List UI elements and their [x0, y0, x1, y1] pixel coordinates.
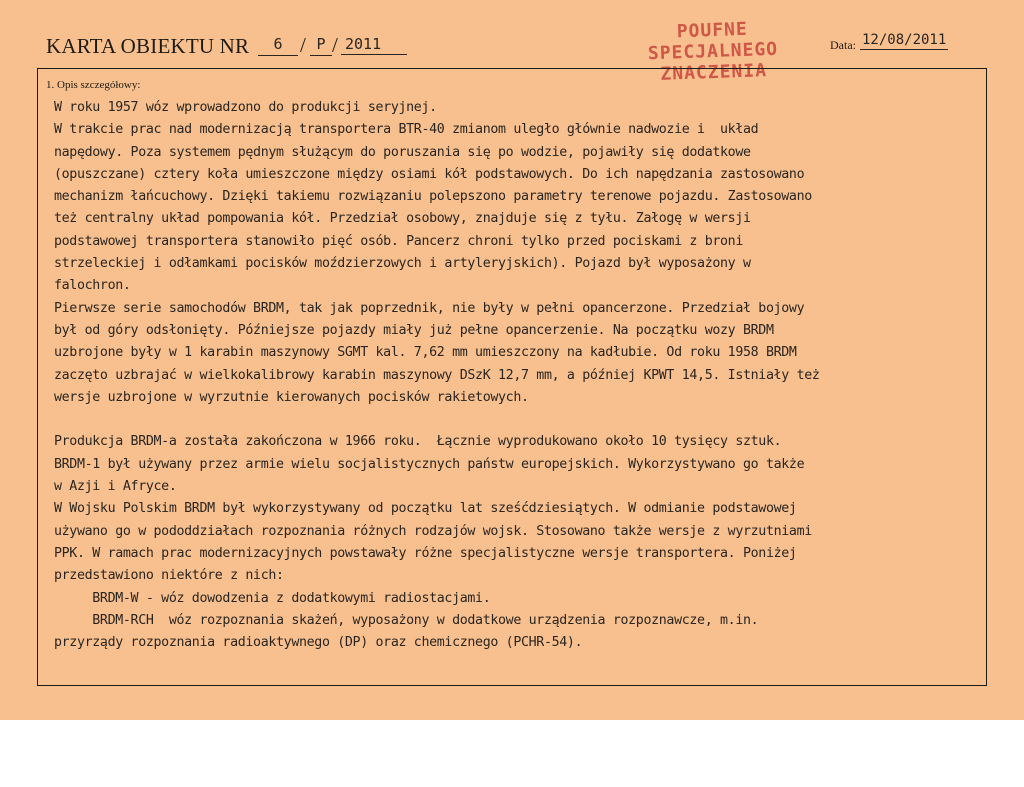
text-line: napędowy. Poza systemem pędnym służącym do poruszania się po wodzie, pojawiły się dodatkowe	[54, 144, 751, 160]
card-title: KARTA OBIEKTU NR	[46, 34, 250, 58]
stamp-line-3: ZNACZENIA	[660, 60, 768, 85]
text-line: falochron.	[54, 278, 131, 294]
text-line: przyrządy rozpoznania radioaktywnego (DP) oraz chemicznego (PCHR-54).	[54, 635, 583, 651]
object-number-field: 6	[258, 33, 298, 56]
text-line: używano go w pododdziałach rozpoznania różnych rodzajów wojsk. Stosowano także wersje z wyrzutniami	[54, 523, 812, 539]
description-text	[54, 97, 984, 654]
text-line: W Wojsku Polskim BRDM był wykorzystywany od początku lat sześćdziesiątych. W odmianie podstawowej	[54, 501, 797, 517]
object-year-field: 2011	[341, 33, 407, 55]
text-line: w Azji i Afryce.	[54, 479, 177, 495]
text-line: uzbrojone były w 1 karabin maszynowy SGMT kal. 7,62 mm umieszczony na kadłubie. Od roku 1958 BRDM	[54, 345, 797, 361]
text-line: Produkcja BRDM-a została zakończona w 1966 roku. Łącznie wyprodukowano około 10 tysięcy sztuk.	[54, 434, 782, 450]
stamp-line-2: SPECJALNEGO	[647, 38, 779, 65]
text-line: strzeleckiej i odłamkami pocisków moździerzowych i artyleryjskich). Pojazd był wyposażony w	[54, 256, 751, 272]
text-line: zaczęto uzbrajać w wielkokalibrowy karabin maszynowy DSzK 12,7 mm, a później KPWT 14,5. Istniały też	[54, 367, 820, 383]
text-line: wersje uzbrojone w wyrzutnie kierowanych pocisków rakietowych.	[54, 389, 529, 405]
text-line: W roku 1957 wóz wprowadzono do produkcji seryjnej.	[54, 100, 437, 115]
text-line: (opuszczane) cztery koła umieszczone między osiami kół podstawowych. Do ich napędzania zastosowano	[54, 166, 805, 182]
text-line: PPK. W ramach prac modernizacyjnych powstawały różne specjalistyczne wersje transportera. Poniżej	[54, 545, 797, 561]
text-line: też centralny układ pompowania kół. Przedział osobowy, znajduje się z tyłu. Załogę w wersji	[54, 211, 751, 227]
text-line: przedstawiono niektóre z nich:	[54, 568, 284, 584]
text-line: był od góry odsłonięty. Późniejsze pojazdy miały już pełne opancerzenie. Na początku wozy BRDM	[54, 322, 774, 338]
text-line: Pierwsze serie samochodów BRDM, tak jak poprzednik, nie były w pełni opancerzone. Przedział bojowy	[54, 300, 805, 316]
text-line-blank	[54, 409, 984, 431]
description-box	[37, 68, 987, 686]
text-line: podstawowej transportera stanowiło pięć osób. Pancerz chroni tylko przed pociskami z broni	[54, 233, 743, 249]
text-line: BRDM-1 był używany przez armie wielu socjalistycznych państw europejskich. Wykorzystywano go także	[54, 456, 805, 472]
section-label: 1. Opis szczegółowy:	[46, 79, 141, 91]
slash-separator: /	[332, 33, 338, 57]
slash-separator: /	[300, 33, 306, 57]
text-line: BRDM-W - wóz dowodzenia z dodatkowymi radiostacjami.	[54, 590, 491, 606]
stamp-line-1: POUFNE	[676, 18, 749, 43]
date-value: 12/08/2011	[862, 32, 947, 48]
text-line: W trakcie prac nad modernizacją transportera BTR-40 zmianom uległo głównie nadwozie i układ	[54, 122, 759, 138]
object-letter-field: P	[310, 33, 332, 56]
text-line: mechanizm łańcuchowy. Dzięki takiemu rozwiązaniu polepszono parametry terenowe pojazdu. Zastosowano	[54, 189, 812, 205]
date-label: Data:	[830, 38, 856, 52]
text-line: BRDM-RCH wóz rozpoznania skażeń, wyposażony w dodatkowe urządzenia rozpoznawcze, m.in.	[54, 612, 759, 628]
